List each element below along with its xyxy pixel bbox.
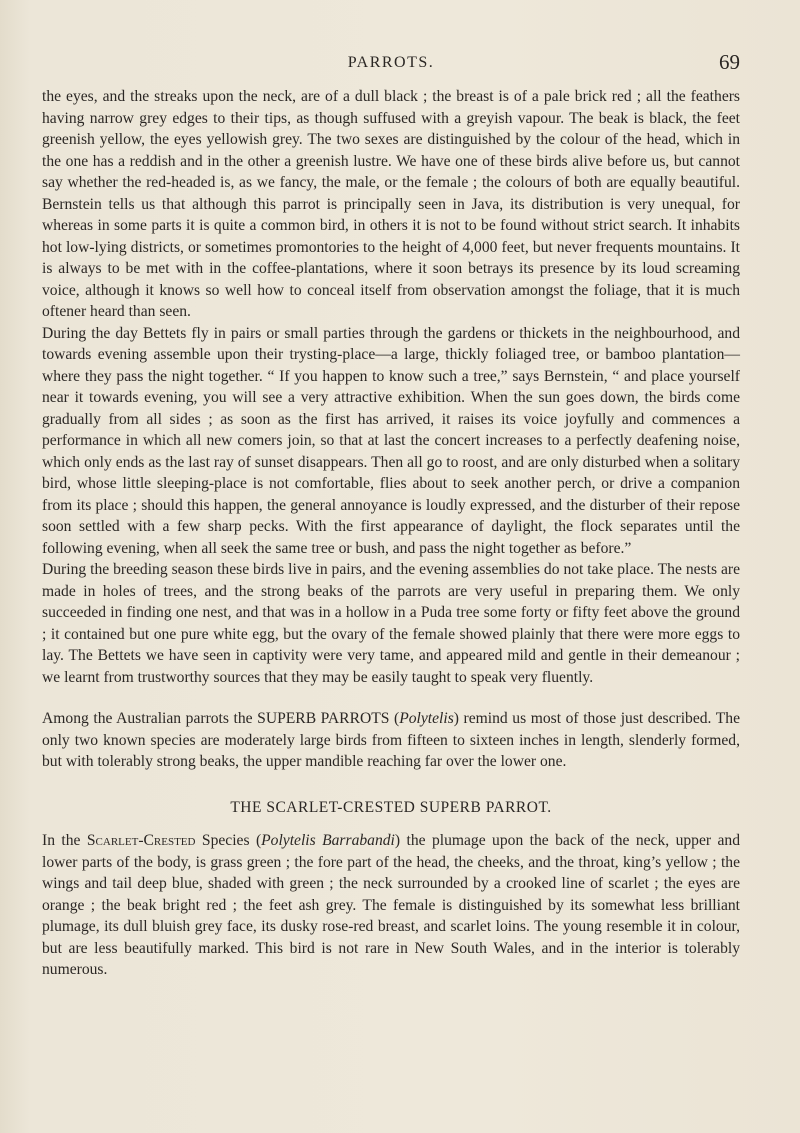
species-latin-name: Polytelis Barrabandi [261,832,395,849]
paragraph-1: the eyes, and the streaks upon the neck, are of a dull black ; the breast is of a pale brick red ; all the feathers having narrow grey edges to their tips, as though suffused with a greyish vapour. The beak is black, the feet greenish yellow, the eyes yellowish grey. The two sexes are distinguished by the colour of the head, which in the one has a reddish and in the other a greenish lustre. We have one of these birds alive before us, but cannot say whether the red-headed is, as we fancy, the male, or the female ; the colours of both are equally beautiful. Bernstein tells us that although this parrot is principally seen in Java, its distribution is very unequal, for whereas in some parts it is quite a common bird, in others it is not to be found without strict search. It inhabits hot low-lying districts, or sometimes promontories to the height of 4,000 feet, but never frequents mountains. It is always to be met with in the coffee-plantations, where it soon betrays its presence by its loud screaming voice, although it knows so well how to conceal itself from observation amongst the foliage, that it is much oftener heard than seen. [42,88,740,320]
paragraph-5-lead: In the [42,832,87,849]
page-header [42,52,740,82]
page-number: 69 [719,50,740,74]
paragraph-4 [42,708,740,773]
paragraph-2: During the day Bettets fly in pairs or small parties through the gardens or thickets in the neighbourhood, and towards evening assemble upon their trysting-place—a large, thickly foliaged tree, or bamboo plantation—where they pass the night together. “ If you happen to know such a tree,” says Bernstein, “ and place yourself near it towards evening, you will see a very attractive exhibition. When the sun goes down, the birds come gradually from all sides ; as soon as the first has arrived, it raises its voice joyfully and commences a performance in which all new comers join, so that at last the concert increases to a perfectly deafening noise, which only ends as the last ray of sunset disappears. Then all go to roost, and are only disturbed when a solitary bird, whose little sleeping-place is not comfortable, flies about to seek another perch, or drive a companion from its place ; should this happen, the general annoyance is loudly expressed, and the disturber of their repose soon settled with a few sharp pecks. With the first appearance of daylight, the flock separates until the following evening, when all seek the same tree or bush, and pass the night together as before.” [42,324,740,557]
paragraph-5-mid: Species ( [195,832,262,849]
genus-name: Polytelis [399,710,454,727]
paragraph-5-rest: ) the plumage upon the back of the neck, upper and lower parts of the body, is grass green ; the fore part of the head, the cheeks, and the throat, king’s yellow ; the wings and tail deep blue, shaded with green ; the neck surrounded by a crooked line of scarlet ; the eyes are orange ; the beak bright red ; the feet ash grey. The female is distinguished by its somewhat less brilliant plumage, its dull bluish grey face, its dusky rose-red breast, and scarlet loins. The young resemble it in colour, but are less beautifully marked. This bird is not rare in New South Wales, and in the interior is tolerably numerous. [42,832,740,978]
paragraph-5 [42,830,740,981]
species-common-name: Scarlet-Crested [86,832,196,849]
paragraph-4-lead: Among the Australian parrots the SUPERB PARROTS ( [42,710,400,727]
page-body [42,86,740,981]
running-head: PARROTS. [347,54,435,71]
paragraph-4-rest: ) remind us most of those just described. The only two known species are moderately large birds from fifteen to sixteen inches in length, slenderly formed, but with tolerably strong beaks, the upper mandible reaching far over the lower one. [42,710,740,770]
paragraph-3: During the breeding season these birds live in pairs, and the evening assemblies do not take place. The nests are made in holes of trees, and the strong beaks of the parrots are very useful in preparing them. We only succeeded in finding one nest, and that was in a hollow in a Puda tree some forty or fifty feet above the ground ; it contained but one pure white egg, but the ovary of the female showed plainly that there were more eggs to lay. The Bettets we have seen in captivity were very tame, and appeared mild and gentle in their demeanour ; we learnt from trustworthy sources that they may be easily taught to speak very fluently. [42,561,740,686]
section-heading: THE SCARLET-CRESTED SUPERB PARROT. [230,798,552,816]
